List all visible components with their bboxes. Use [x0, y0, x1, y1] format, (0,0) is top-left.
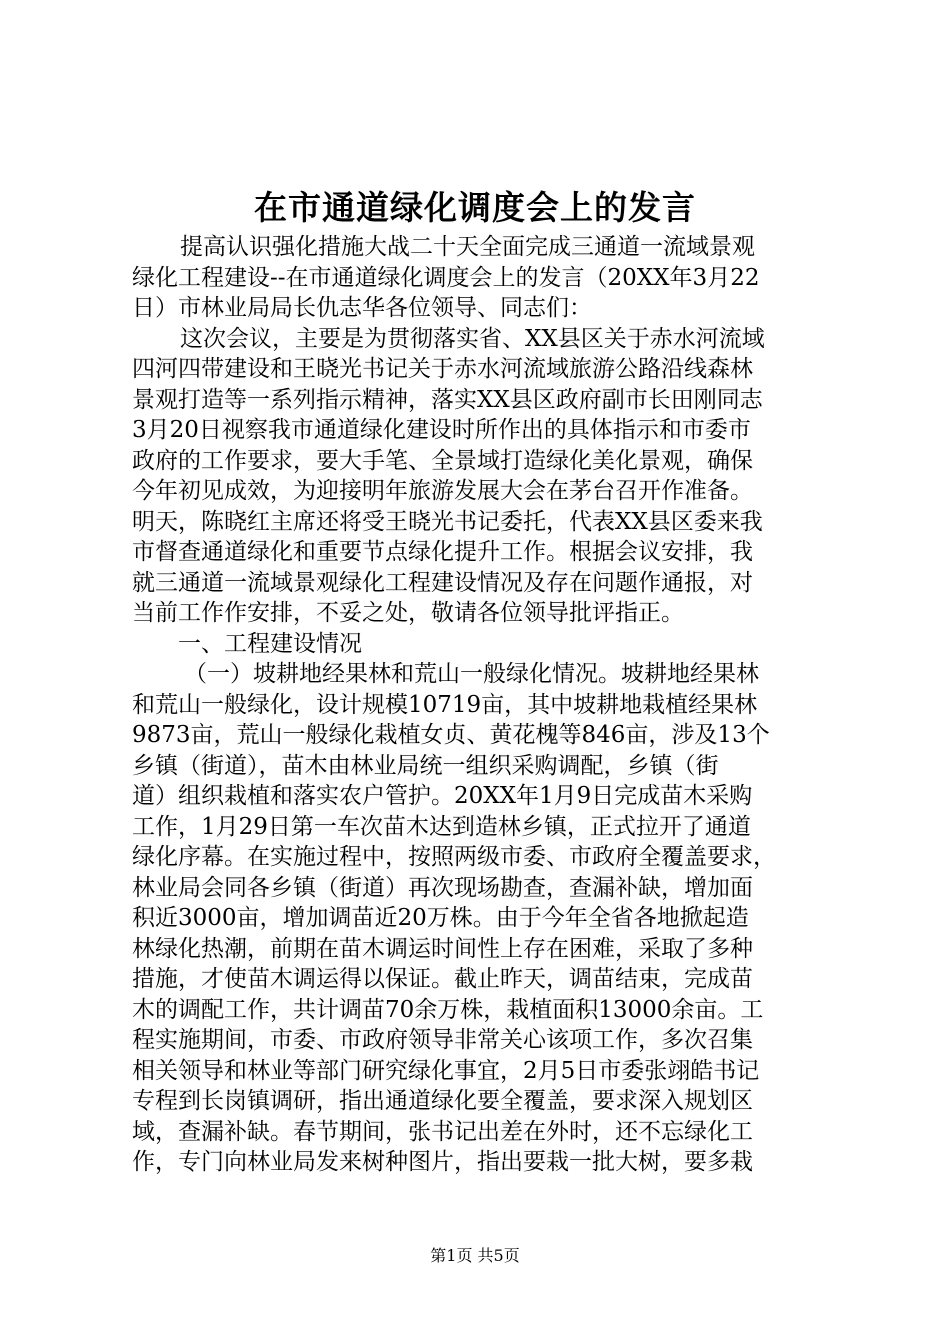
paragraph-line: 域，查漏补缺。春节期间，张书记出差在外时，还不忘绿化工	[132, 1118, 753, 1145]
paragraph-line: 相关领导和林业等部门研究绿化事宜，2月5日市委张翊皓书记	[132, 1057, 760, 1084]
paragraph-line: 这次会议，主要是为贯彻落实省、XX县区关于赤水河流域	[180, 325, 765, 352]
paragraph-line: 积近3000亩，增加调苗近20万株。由于今年全省各地掀起造	[132, 905, 749, 931]
document-title: 在市通道绿化调度会上的发言	[254, 188, 696, 227]
paragraph-line: 林绿化热潮，前期在苗木调运时间性上存在困难，采取了多种	[132, 935, 753, 962]
paragraph-line: 木的调配工作，共计调苗70余万株，栽植面积13000余亩。工	[132, 996, 764, 1023]
paragraph-line: 今年初见成效，为迎接明年旅游发展大会在茅台召开作准备。	[132, 478, 753, 504]
paragraph-line: 景观打造等一系列指示精神，落实XX县区政府副市长田刚同志	[132, 386, 763, 413]
paragraph-line: 乡镇（街道），苗木由林业局统一组织采购调配，乡镇（街	[132, 752, 719, 779]
paragraph-line: 明天，陈晓红主席还将受王晓光书记委托，代表XX县区委来我	[132, 508, 763, 535]
page-number-footer: 第1页 共5页	[430, 1246, 520, 1265]
section-heading: 一、工程建设情况	[178, 630, 362, 657]
paragraph-line: 和荒山一般绿化，设计规模10719亩，其中坡耕地栽植经果林	[132, 691, 758, 718]
paragraph-line: 道）组织栽植和落实农户管护。20XX年1月9日完成苗木采购	[132, 783, 753, 809]
paragraph-line: 政府的工作要求，要大手笔、全景域打造绿化美化景观，确保	[132, 447, 753, 474]
paragraph-line: 林业局会同各乡镇（街道）再次现场勘查，查漏补缺，增加面	[132, 874, 753, 901]
paragraph-line: 作，专门向林业局发来树种图片，指出要栽一批大树，要多栽	[132, 1149, 753, 1175]
paragraph-line: 提高认识强化措施大战二十天全面完成三通道一流域景观	[180, 234, 755, 260]
paragraph-line: （一）坡耕地经果林和荒山一般绿化情况。坡耕地经果林	[184, 661, 759, 687]
paragraph-line: 日）市林业局局长仇志华各位领导、同志们：	[132, 295, 592, 321]
paragraph-line: 四河四带建设和王晓光书记关于赤水河流域旅游公路沿线森林	[132, 356, 753, 382]
paragraph-line: 绿化工程建设--在市通道绿化调度会上的发言（20XX年3月22	[132, 264, 760, 291]
paragraph-line: 措施，才使苗木调运得以保证。截止昨天，调苗结束，完成苗	[132, 966, 753, 992]
paragraph-line: 就三通道一流域景观绿化工程建设情况及存在问题作通报，对	[132, 569, 753, 596]
paragraph-line: 工作，1月29日第一车次苗木达到造林乡镇，正式拉开了通道	[132, 813, 751, 840]
paragraph-line: 绿化序幕。在实施过程中，按照两级市委、市政府全覆盖要求，	[132, 844, 776, 870]
document-body	[132, 232, 834, 1178]
paragraph-line: 程实施期间，市委、市政府领导非常关心该项工作，多次召集	[132, 1027, 753, 1053]
paragraph-line: 3月20日视察我市通道绿化建设时所作出的具体指示和市委市	[132, 417, 751, 443]
paragraph-line: 当前工作作安排，不妥之处，敬请各位领导批评指正。	[132, 600, 684, 626]
paragraph-line: 9873亩，荒山一般绿化栽植女贞、黄花槐等846亩，涉及13个	[132, 722, 770, 748]
paragraph-line: 专程到长岗镇调研，指出通道绿化要全覆盖，要求深入规划区	[132, 1088, 753, 1114]
paragraph-line: 市督查通道绿化和重要节点绿化提升工作。根据会议安排，我	[132, 539, 753, 565]
